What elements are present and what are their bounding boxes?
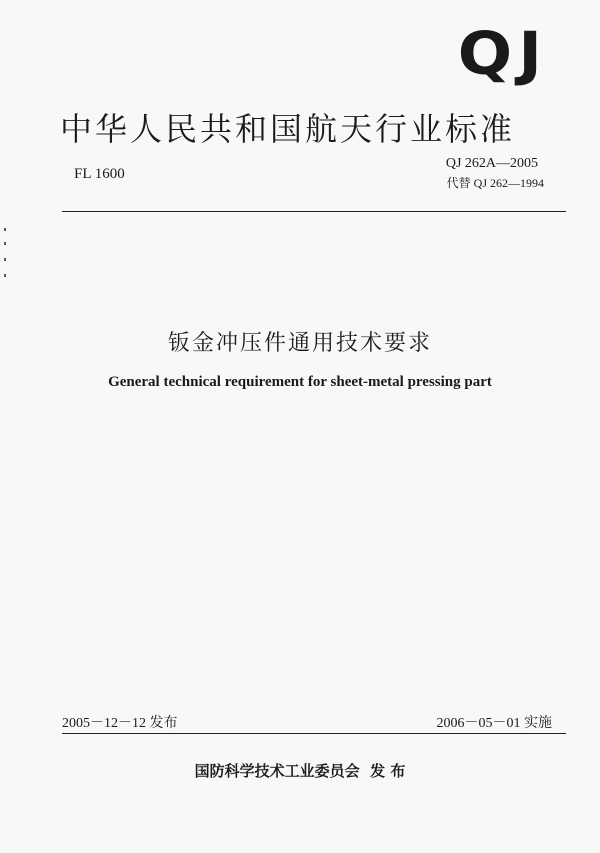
implementation-date: 2006－05－01 实施 — [436, 716, 552, 731]
issuing-authority-heading: 中华人民共和国航天行业标准 — [60, 110, 516, 148]
scan-margin-marks — [4, 228, 10, 280]
document-title-english: General technical requirement for sheet-metal pressing part — [108, 374, 492, 390]
document-title-chinese: 钣金冲压件通用技术要求 — [167, 331, 432, 356]
bottom-divider — [62, 733, 566, 734]
issuing-body: 国防科学技术工业委员会 发 布 — [194, 762, 406, 780]
standard-number: QJ 262A—2005 — [445, 156, 538, 171]
classification-code: FL 1600 — [74, 166, 125, 182]
replaced-standard: 代替 QJ 262—1994 — [446, 176, 544, 190]
issue-date: 2005－12－12 发布 — [62, 716, 178, 731]
top-divider — [62, 211, 566, 212]
qj-logo: QJ — [457, 19, 548, 89]
